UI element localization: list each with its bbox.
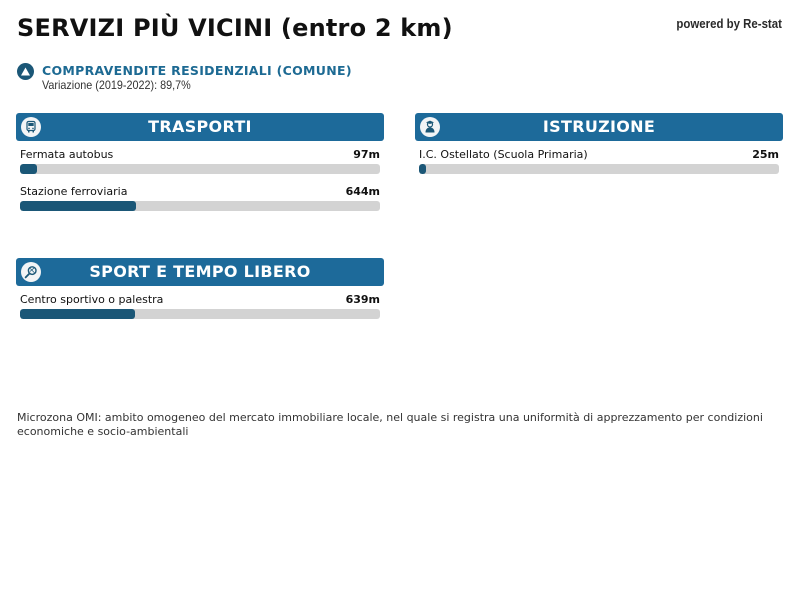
- distance-bar-track: [20, 201, 380, 211]
- stat-variation: Variazione (2019-2022): 89,7%: [42, 78, 191, 92]
- section-header: [415, 113, 783, 141]
- service-name: Fermata autobus: [20, 148, 114, 161]
- stat-title: COMPRAVENDITE RESIDENZIALI (COMUNE): [42, 63, 352, 78]
- section-education: [415, 113, 783, 178]
- distance-bar-fill: [20, 164, 37, 174]
- distance-bar-track: [419, 164, 779, 174]
- section-sport: [16, 258, 384, 323]
- distance-bar-track: [20, 309, 380, 319]
- school-icon: [420, 117, 440, 137]
- service-name: I.C. Ostellato (Scuola Primaria): [419, 148, 588, 161]
- distance-value: 639m: [345, 293, 380, 306]
- distance-value: 25m: [752, 148, 779, 161]
- distance-bar-fill: [20, 201, 136, 211]
- distance-bar-fill: [419, 164, 426, 174]
- powered-by-label: powered by Re-stat: [676, 16, 782, 31]
- list-item: [20, 286, 380, 323]
- triangle-up-icon: [17, 63, 34, 80]
- list-item: [419, 141, 779, 178]
- section-transport: [16, 113, 384, 215]
- service-name: Centro sportivo o palestra: [20, 293, 164, 306]
- distance-bar-track: [20, 164, 380, 174]
- distance-bar-fill: [20, 309, 135, 319]
- list-item: [20, 178, 380, 215]
- page-title: SERVIZI PIÙ VICINI (entro 2 km): [17, 14, 453, 42]
- section-title: SPORT E TEMPO LIBERO: [89, 262, 311, 281]
- footnote: Microzona OMI: ambito omogeneo del mercato immobiliare locale, nel quale si registra una uniformità di apprezzamento per condizioni economiche e socio-ambientali: [17, 411, 763, 438]
- section-title: ISTRUZIONE: [542, 117, 656, 136]
- section-header: [16, 113, 384, 141]
- section-header: [16, 258, 384, 286]
- service-name: Stazione ferroviaria: [20, 185, 128, 198]
- distance-value: 97m: [353, 148, 380, 161]
- section-title: TRASPORTI: [148, 117, 252, 136]
- bus-icon: [21, 117, 41, 137]
- list-item: [20, 141, 380, 178]
- tennis-racket-icon: [21, 262, 41, 282]
- distance-value: 644m: [345, 185, 380, 198]
